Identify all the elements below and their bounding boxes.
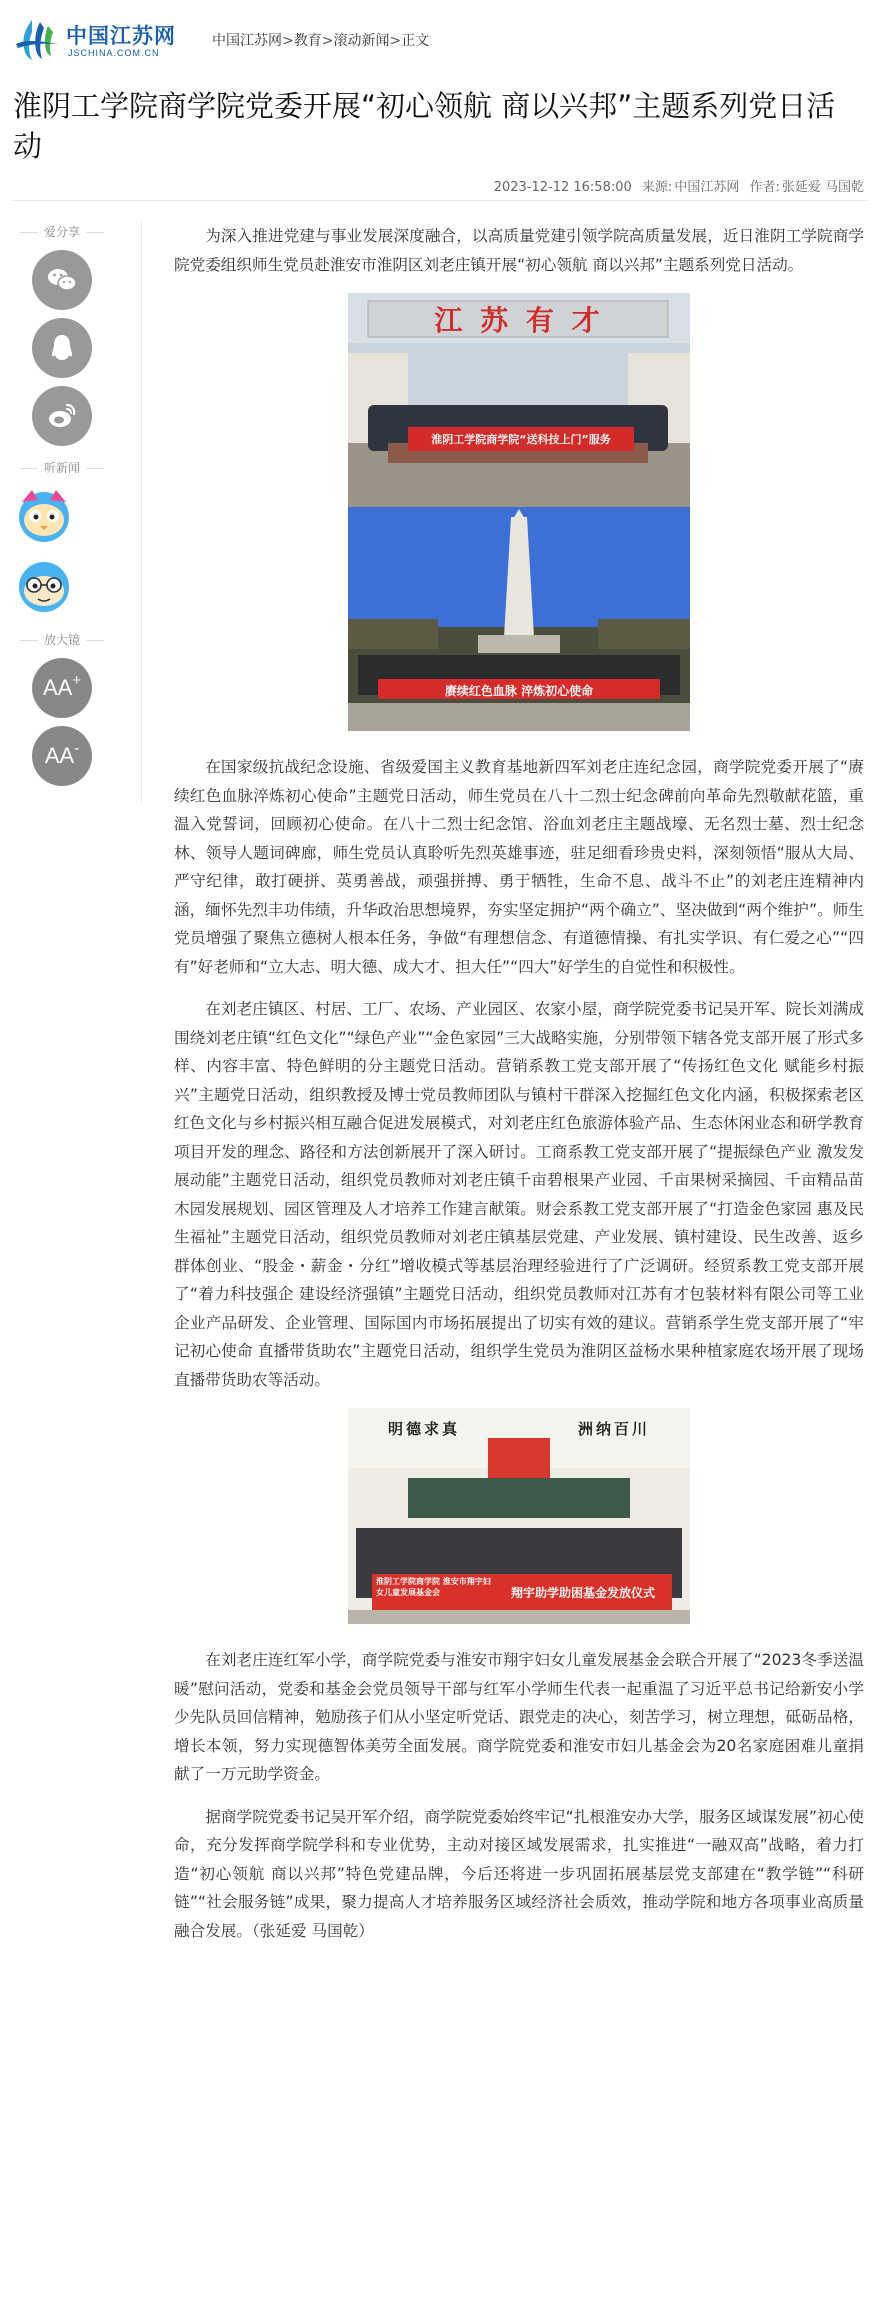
minus-icon: - — [74, 739, 80, 757]
photo-team-at-gate — [348, 293, 690, 507]
breadcrumb-separator: > — [389, 33, 402, 49]
memorial-banner-text: 赓续红色血脉 淬炼初心使命 — [444, 684, 594, 698]
site-logo[interactable] — [14, 16, 190, 64]
publish-datetime: 2023-12-12 16:58:00 — [493, 180, 632, 195]
sidebar-divider — [141, 222, 142, 802]
source-label: 来源: — [641, 180, 673, 195]
breadcrumb-separator: > — [282, 33, 294, 49]
article-image-school — [348, 1408, 690, 1624]
article-image-group — [348, 293, 690, 731]
source-name[interactable]: 中国江苏网 — [674, 180, 740, 195]
school-banner-right-text: 翔宇助学助困基金发放仪式 — [510, 1586, 655, 1600]
article-paragraph: 在国家级抗战纪念设施、省级爱国主义教育基地新四军刘老庄连纪念园，商学院党委开展了“赓续红色血脉淬炼初心使命”主题党日活动，师生党员在八十二烈士纪念碑前向革命先烈敬献花篮，重温入党誓词，回顾初心使命。在八十二烈士纪念馆、浴血刘老庄主题战壕、无名烈士墓、烈士纪念林、领导人题词碑廊，师生党员认真聆听先烈英雄事迹，驻足细看珍贵史料，深刻领悟“服从大局、严守纪律，敢打硬拼、英勇善战，顽强拼搏、勇于牺牲，生命不息、战斗不止”的刘老庄连精神内涵，缅怀先烈丰功伟绩，升华政治思想境界，夯实坚定拥护“两个确立”、坚决做到“两个维护”。师生党员增强了聚焦立德树人根本任务，争做“有理想信念、有道德情操、有扎实学识、有仁爱之心”“四有”好老师和“立大志、明大德、成大才、担大任”“四大”好学生的自觉性和积极性。 — [174, 758, 864, 976]
font-enlarge-button[interactable] — [32, 658, 92, 718]
breadcrumb-separator: > — [321, 33, 334, 49]
listen-male-voice-icon[interactable] — [14, 554, 74, 614]
plus-icon: + — [72, 671, 82, 689]
zoom-label: 放大镜 — [14, 630, 110, 650]
share-sidebar — [14, 222, 110, 786]
school-sign-right: 洲纳百川 — [577, 1420, 650, 1438]
logo-mark-icon — [14, 18, 60, 62]
qq-penguin-icon — [45, 331, 79, 365]
article-paragraph: 在刘老庄镇区、村居、工厂、农场、产业园区、农家小屋，商学院党委书记吴开军、院长刘满成围绕刘老庄镇“红色文化”“绿色产业”“金色家园”三大战略实施，分别带领下辖各党支部开展了形式多样、内容丰富、特色鲜明的分主题党日活动。营销系教工党支部开展了“传扬红色文化 赋能乡村振兴”主题党日活动，组织教授及博士党员教师团队与镇村干群深入挖掘红色文化内涵，积极探索老区红色文化与乡村振兴相互融合促进发展模式，对刘老庄红色旅游体验产品、生态休闲业态和研学教育项目开发的理念、路径和方法创新展开了深入研讨。工商系教工党支部开展了“提振绿色产业 激发发展动能”主题党日活动，组织党员教师对刘老庄镇千亩碧根果产业园、千亩果树采摘园、千亩精品苗木园发展规划、园区管理及人才培养工作建言献策。财会系教工党支部开展了“打造金色家园 惠及民生福祉”主题党日活动，组织党员教师对刘老庄镇基层党建、产业发展、镇村建设、民生改善、返乡群体创业、“股金・薪金・分红”增收模式等基层治理经验进行了广泛调研。经贸系教工党支部开展了“着力科技强企 建设经济强镇”主题党日活动，组织党员教师对江苏有才包装材料有限公司等工业企业产品研发、企业管理、国际国内市场拓展提出了切实有效的建议。营销系学生党支部开展了“牢记初心使命 直播带货助农”主题党日活动，组织学生党员为淮阴区益杨水果种植家庭农场开展了现场直播带货助农等活动。 — [174, 1000, 864, 1389]
breadcrumb-home[interactable]: 中国江苏网 — [212, 33, 282, 49]
wechat-share-button[interactable] — [32, 250, 92, 310]
breadcrumb-rolling-news[interactable]: 滚动新闻 — [333, 33, 390, 49]
article-body — [174, 222, 864, 1959]
photo-school-ceremony — [348, 1408, 690, 1624]
author-name: 张延爱 马国乾 — [781, 180, 864, 195]
article-meta — [488, 176, 864, 195]
photo-memorial-monument — [348, 507, 690, 731]
school-banner-left-text: 淮阴工学院商学院 淮安市翔宇妇女儿童发展基金会 — [376, 1577, 491, 1597]
share-label: 爱分享 — [14, 222, 110, 242]
qq-share-button[interactable] — [32, 318, 92, 378]
author-label: 作者: — [749, 180, 780, 195]
gate-sign-text: 江 苏 有 才 — [434, 304, 604, 337]
school-sign-left: 明德求真 — [388, 1420, 461, 1438]
title-divider — [13, 200, 867, 201]
wechat-icon — [45, 263, 79, 297]
article-paragraph: 在刘老庄连红军小学，商学院党委与淮安市翔宇妇女儿童发展基金会联合开展了“2023冬季送温暖”慰问活动，党委和基金会党员领导干部与红军小学师生代表一起重温了习近平总书记给新安小学少先队员回信精神，勉励孩子们从小坚定听党话、跟党走的决心，刻苦学习，树立理想，砥砺品格，增长本领，努力实现德智体美劳全面发展。商学院党委和淮安市妇儿基金会为20名家庭困难儿童捐献了一万元助学资金。 — [174, 1651, 864, 1783]
article-paragraph: 据商学院党委书记吴开军介绍，商学院党委始终牢记“扎根淮安办大学，服务区域谋发展”初心使命，充分发挥商学院学科和专业优势，主动对接区域发展需求，扎实推进“一融双高”战略，着力打造“初心领航 商以兴邦”特色党建品牌，今后还将进一步巩固拓展基层党支部建在“教学链”“科研链”“社会服务链”成果，聚力提高人才培养服务区域经济社会质效，推动学院和地方各项事业高质量融合发展。（张延爱 马国乾） — [174, 1807, 864, 1940]
breadcrumb-current: 正文 — [401, 33, 430, 49]
article-title: 淮阴工学院商学院党委开展“初心领航 商以兴邦”主题系列党日活动 — [13, 89, 836, 163]
logo-subtitle: JSCHINA.COM.CN — [68, 48, 160, 58]
logo-title: 中国江苏网 — [66, 24, 176, 48]
font-enlarge-text: AA — [42, 675, 73, 700]
listen-label: 听新闻 — [14, 458, 110, 478]
font-shrink-button[interactable] — [32, 726, 92, 786]
breadcrumb-education[interactable]: 教育 — [293, 33, 322, 49]
weibo-icon — [45, 399, 79, 433]
listen-female-voice-icon[interactable] — [14, 484, 74, 544]
breadcrumb — [212, 30, 429, 50]
photo-banner-text: 淮阴工学院商学院“送科技上门”服务 — [431, 433, 611, 446]
font-shrink-text: AA — [44, 743, 75, 768]
weibo-share-button[interactable] — [32, 386, 92, 446]
article-paragraph: 为深入推进党建与事业发展深度融合，以高质量党建引领学院高质量发展，近日淮阴工学院商学院党委组织师生党员赴淮安市淮阴区刘老庄镇开展“初心领航 商以兴邦”主题系列党日活动。 — [174, 227, 864, 274]
header — [0, 0, 880, 78]
